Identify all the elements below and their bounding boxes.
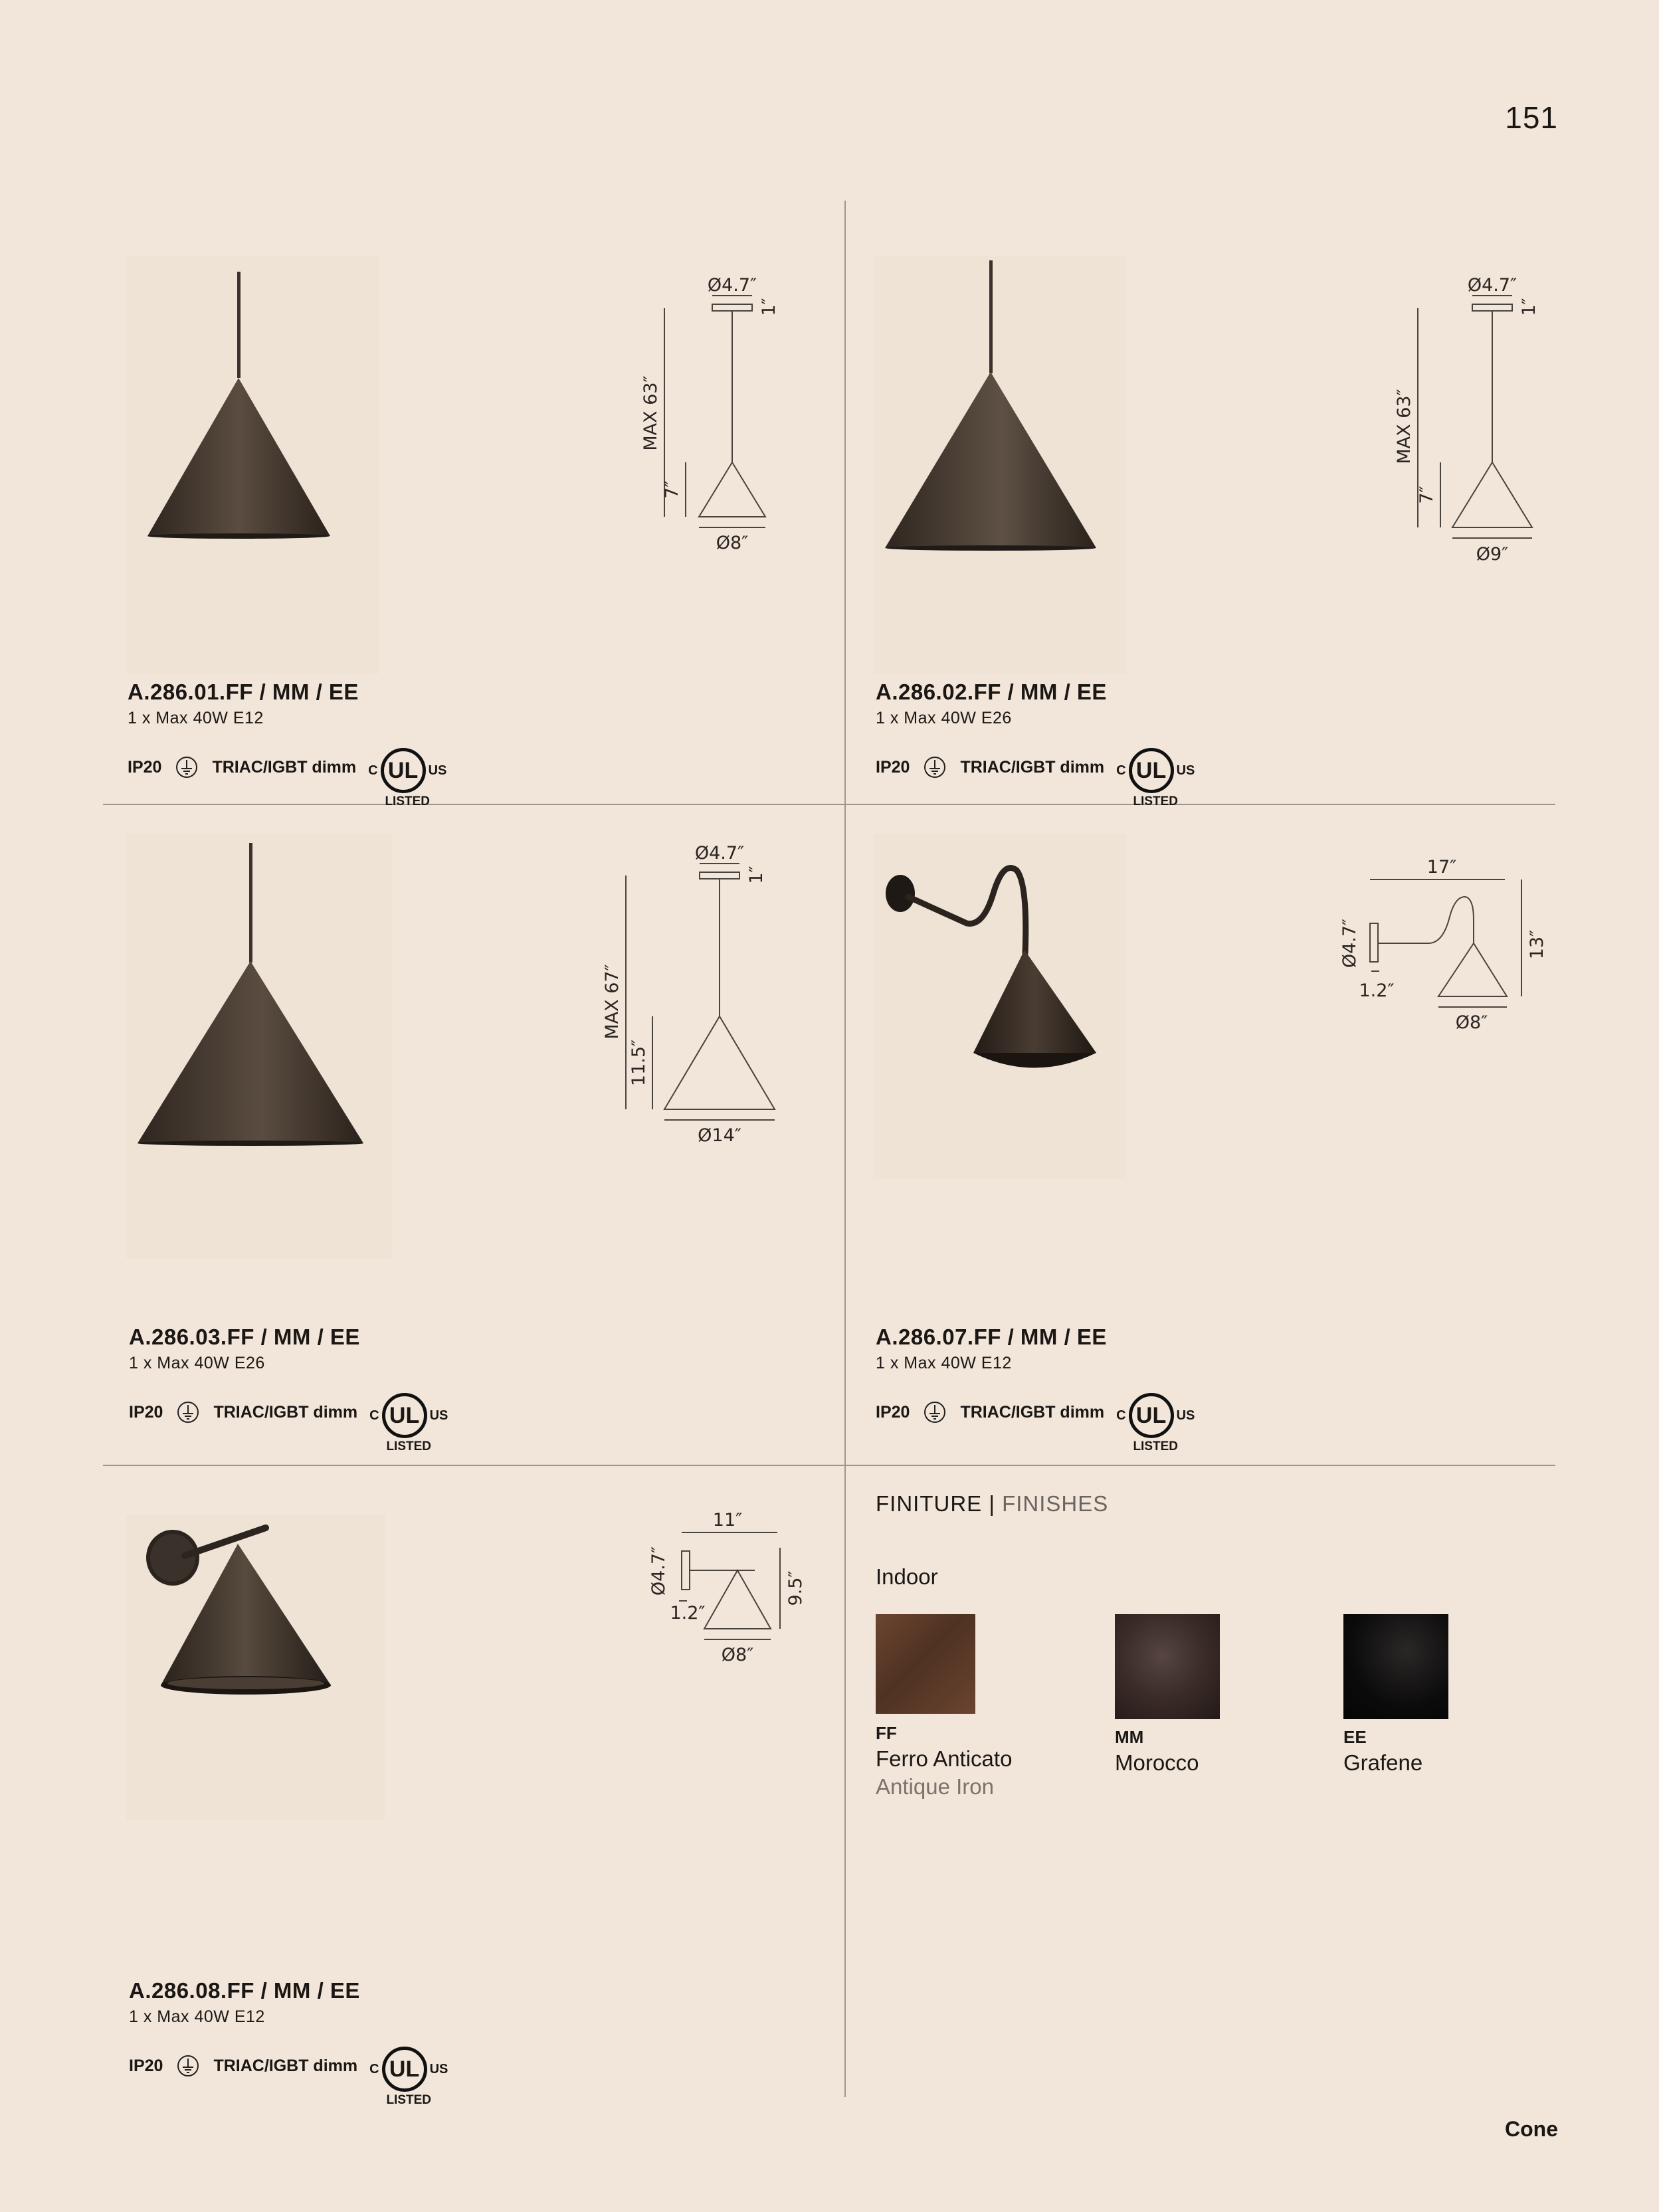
finish-swatch-ee: EE Grafene (1343, 1614, 1448, 1776)
dimension-drawing-07 (1329, 850, 1555, 1050)
product-spec: 1 x Max 40W E12 (128, 709, 264, 727)
product-code: A.286.01.FF / MM / EE (128, 680, 359, 704)
product-photo-wall-07 (874, 834, 1126, 1179)
product-photo-pendant-03 (126, 834, 392, 1259)
product-spec: 1 x Max 40W E12 (129, 2007, 265, 2026)
product-info-03 (129, 1325, 594, 1453)
product-info-01 (128, 680, 593, 808)
earth-ground-icon (176, 1400, 200, 1424)
svg-text:1″: 1″ (1519, 298, 1539, 316)
svg-text:7″: 7″ (1416, 486, 1437, 504)
svg-text:Ø8″: Ø8″ (1455, 1012, 1488, 1033)
svg-text:Ø8″: Ø8″ (721, 1645, 754, 1665)
product-photo-wall-08 (126, 1515, 385, 1820)
svg-text:Ø4.7″: Ø4.7″ (1339, 918, 1360, 968)
finishes-group-label: Indoor (876, 1564, 938, 1589)
ip-rating: IP20 (129, 2056, 163, 2075)
svg-text:1″: 1″ (746, 866, 767, 884)
svg-text:Ø4.7″: Ø4.7″ (1467, 275, 1517, 296)
ip-rating: IP20 (128, 757, 162, 777)
ul-listed-mark: C UL US LISTED (1116, 748, 1195, 809)
svg-text:1.2″: 1.2″ (1359, 980, 1395, 1001)
svg-text:1.2″: 1.2″ (670, 1603, 706, 1623)
product-photo-pendant-02 (874, 256, 1126, 674)
ul-listed-mark: C UL US LISTED (369, 1393, 448, 1454)
dimming-type: TRIAC/IGBT dimm (213, 1402, 358, 1422)
svg-text:7″: 7″ (662, 480, 682, 499)
product-code: A.286.03.FF / MM / EE (129, 1325, 360, 1349)
svg-text:Ø4.7″: Ø4.7″ (648, 1546, 669, 1596)
product-info-07 (876, 1325, 1341, 1453)
earth-ground-icon (175, 755, 199, 779)
svg-text:Ø4.7″: Ø4.7″ (707, 275, 757, 296)
row-divider-2 (103, 1465, 1555, 1466)
dimming-type: TRIAC/IGBT dimm (212, 757, 357, 777)
earth-ground-icon (176, 2054, 200, 2078)
dimension-drawing-08 (638, 1505, 824, 1677)
earth-ground-icon (923, 1400, 947, 1424)
svg-text:1″: 1″ (759, 298, 779, 316)
finish-swatch-mm: MM Morocco (1115, 1614, 1220, 1776)
svg-text:Ø4.7″: Ø4.7″ (694, 843, 745, 864)
finish-swatch-ff: FF Ferro Anticato Antique Iron (876, 1614, 1012, 1799)
dimming-type: TRIAC/IGBT dimm (960, 1402, 1105, 1422)
finish-color-chip (1343, 1614, 1448, 1719)
svg-text:11″: 11″ (712, 1510, 743, 1530)
dimming-type: TRIAC/IGBT dimm (960, 757, 1105, 777)
finish-color-chip (876, 1614, 975, 1714)
svg-text:MAX 63″: MAX 63″ (1394, 389, 1415, 464)
column-divider (844, 201, 846, 2097)
dimension-drawing-03 (598, 837, 797, 1156)
product-info-08 (129, 1978, 594, 2107)
product-spec: 1 x Max 40W E26 (129, 1354, 265, 1372)
earth-ground-icon (923, 755, 947, 779)
product-photo-pendant-01 (126, 256, 379, 674)
dimension-drawing-02 (1375, 266, 1541, 571)
collection-name: Cone (1505, 2117, 1558, 2141)
page-number: 151 (1505, 100, 1558, 135)
svg-text:Ø14″: Ø14″ (698, 1125, 741, 1146)
svg-text:MAX 63″: MAX 63″ (640, 375, 661, 451)
ul-listed-mark: C UL US LISTED (1116, 1393, 1195, 1454)
svg-text:Ø8″: Ø8″ (716, 533, 749, 553)
dimension-drawing-01 (625, 266, 791, 558)
finish-color-chip (1115, 1614, 1220, 1719)
product-spec: 1 x Max 40W E12 (876, 1354, 1012, 1372)
svg-text:13″: 13″ (1527, 929, 1547, 960)
svg-text:MAX 67″: MAX 67″ (602, 964, 623, 1040)
svg-text:9.5″: 9.5″ (785, 1570, 806, 1606)
product-info-02 (876, 680, 1341, 808)
ul-listed-mark: C UL US LISTED (369, 2047, 448, 2108)
finishes-title: FINITURE | FINISHES (876, 1491, 1109, 1516)
row-divider-1 (103, 804, 1555, 805)
ip-rating: IP20 (876, 757, 910, 777)
ip-rating: IP20 (876, 1402, 910, 1422)
svg-text:Ø9″: Ø9″ (1476, 544, 1509, 565)
product-code: A.286.02.FF / MM / EE (876, 680, 1107, 704)
dimming-type: TRIAC/IGBT dimm (213, 2056, 358, 2075)
svg-text:11.5″: 11.5″ (629, 1039, 649, 1087)
ul-listed-mark: C UL US LISTED (368, 748, 446, 809)
svg-text:17″: 17″ (1426, 857, 1457, 877)
product-code: A.286.08.FF / MM / EE (129, 1978, 360, 2003)
ip-rating: IP20 (129, 1402, 163, 1422)
product-code: A.286.07.FF / MM / EE (876, 1325, 1107, 1349)
product-spec: 1 x Max 40W E26 (876, 709, 1012, 727)
